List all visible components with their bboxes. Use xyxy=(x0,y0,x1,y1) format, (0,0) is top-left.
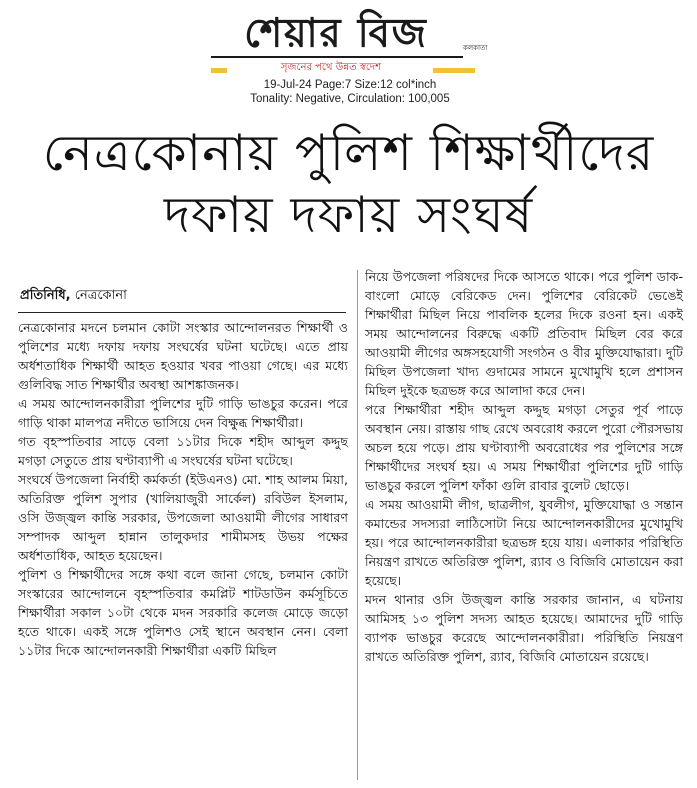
masthead xyxy=(0,0,697,110)
headline-line-2: দফায় দফায় সংঘর্ষ xyxy=(163,186,534,244)
article-column-right xyxy=(365,267,683,666)
article-headline xyxy=(0,122,697,246)
paragraph: গত বৃহস্পতিবার সাড়ে বেলা ১১টার দিকে শহীদ আব্দুল কদ্দুছ মগড়া সেতুতে প্রায় ঘণ্টাব্যাপী এ সংঘর্ষের ঘটনা ঘটেছে। xyxy=(18,434,348,468)
clipping-meta-tonality: Tonality: Negative, Circulation: 100,005 xyxy=(250,93,450,105)
clipping-meta xyxy=(230,78,470,106)
byline-location: নেত্রকোনা xyxy=(74,288,127,303)
article-byline xyxy=(20,288,127,304)
paragraph: নেত্রকোনার মদনে চলমান কোটা সংস্কার আন্দোলনরত শিক্ষার্থী ও পুলিশের মধ্যে দফায় দফায় সংঘর্ষের ঘটনা ঘটেছে। এতে প্রায় অর্ধশতাধিক শিক্ষার্থী আহত হওয়ার খবর পাওয়া গেছে। এর মধ্যে গুলিবিদ্ধ সাত শিক্ষার্থীর অবস্থা আশঙ্কাজনক। xyxy=(18,320,348,392)
paragraph: সংঘর্ষে উপজেলা নির্বাহী কর্মকর্তা (ইউএনও) মো. শাহ আলম মিয়া, অতিরিক্ত পুলিশ সুপার (খালিয়াজুরী সার্কেল) রবিউল ইসলাম, ওসি উজ্জ্বল কান্তি সরকার, উপজেলা আওয়ামী লীগের সাধারণ সম্পাদক আব্দুল হান্নান তালুকদার শামীমসহ উভয় পক্ষের অর্ধশতাধিক, আহত হয়েছেন। xyxy=(18,472,348,563)
logo-city-label: কলকাতা xyxy=(463,44,488,52)
headline-line-1: নেত্রকোনায় পুলিশ শিক্ষার্থীদের xyxy=(42,124,655,182)
paragraph: নিয়ে উপজেলা পরিষদের দিকে আসতে থাকে। পরে পুলিশ ডাক-বাংলো মোড়ে বেরিকেড দেন। পুলিশের বেরিকেট ভেঙেই শিক্ষার্থীরা মিছিল নিয়ে পাবলিক হলের দিকে রওনা হন। একই সময় আন্দোলনের বিরুদ্ধে একটি প্রতিবাদ মিছিল বের করে আওয়ামী লীগের অঙ্গসহযোগী সংগঠন ও বীর মুক্তিযোদ্ধারা। দুটি মিছিল উপজেলা খাদ্য গুদামের সামনে মুখোমুখি হলে প্রশাসন মিছিল দুইকে ছত্রভঙ্গ করে আলাদা করে দেন। xyxy=(365,269,683,398)
logo-accent-bar-right xyxy=(433,68,475,73)
paragraph: মদন থানার ওসি উজ্জ্বল কান্তি সরকার জানান, এ ঘটনায় আমিসহ ১৩ পুলিশ সদস্য আহত হয়েছে। আমাদের দুটি গাড়ি ব্যাপক ভাঙচুর করেছে আন্দোলনকারীরা। পরিস্থিতি নিয়ন্ত্রণ রাখতে অতিরিক্ত পুলিশ, র‍্যাব, বিজিবি মোতায়েন রয়েছে। xyxy=(365,592,683,664)
logo-accent-bar-left xyxy=(211,68,227,73)
clipping-meta-date-size: 19-Jul-24 Page:7 Size:12 col*inch xyxy=(263,79,437,91)
paragraph: পুলিশ ও শিক্ষার্থীদের সঙ্গে কথা বলে জানা গেছে, চলমান কোটা সংস্কারের আন্দোলনে বৃহস্পতিবার কমপ্লিট শাটডাউন কর্মসূচিতে শিক্ষার্থীরা সকাল ১০টা থেকে মদন সরকারি কলেজ মোড়ে জড়ো হতে থাকে। একই সঙ্গে পুলিশও সেই স্থানে অবস্থান নেন। বেলা ১১টার দিকে আন্দোলনকারী শিক্ষার্থীরা একটি মিছিল xyxy=(18,567,348,658)
newspaper-logo xyxy=(207,9,488,73)
paragraph: এ সময় আন্দোলনকারীরা পুলিশের দুটি গাড়ি ভাঙচুর করেন। পরে গাড়ি থাকা মালপত্র নদীতে ভাসিয়ে দেন বিক্ষুব্ধ শিক্ষার্থীরা। xyxy=(18,396,348,430)
logo-tagline: সৃজনের পথে উন্নত স্বদেশ xyxy=(280,62,382,73)
paragraph: এ সময় আওয়ামী লীগ, ছাত্রলীগ, যুবলীগ, মুক্তিযোদ্ধা ও সন্তান কমান্ডের সদস্যরা লাঠিসোটা নিয়ে আন্দোলনকারীদের মুখোমুখি হয়। পরে আন্দোলনকারীরা ছত্রভঙ্গ হয়ে যায়। এলাকার পরিস্থিতি নিয়ন্ত্রণ রাখতে অতিরিক্ত পুলিশ, র‍্যাব ও বিজিবি মোতায়েন করা হয়েছে। xyxy=(365,497,683,588)
paragraph: পরে শিক্ষার্থীরা শহীদ আব্দুল কদ্দুছ মগড়া সেতুর পূর্ব পাড়ে অবস্থান নেয়। রাস্তায় গাছ রেখে অবরোধ করলে পুরো পৌরসভায় অচল হয়ে পড়ে। প্রায় ঘণ্টাব্যাপী অবরোধের পর পুলিশের সঙ্গে শিক্ষার্থীদের সংঘর্ষ হয়। এ সময় শিক্ষার্থীরা পুলিশের দুটি গাড়ি ভাঙচুর করলে পুলিশ ফাঁকা গুলি রাবার বুলেট ছোড়ে। xyxy=(365,402,683,493)
logo-wordmark: শেয়ার বিজ xyxy=(244,9,428,57)
article-column-left xyxy=(18,318,348,660)
byline-reporter: প্রতিনিধি, xyxy=(20,288,71,303)
column-divider xyxy=(357,270,358,780)
logo-underline xyxy=(211,56,463,58)
byline-divider xyxy=(18,312,346,313)
